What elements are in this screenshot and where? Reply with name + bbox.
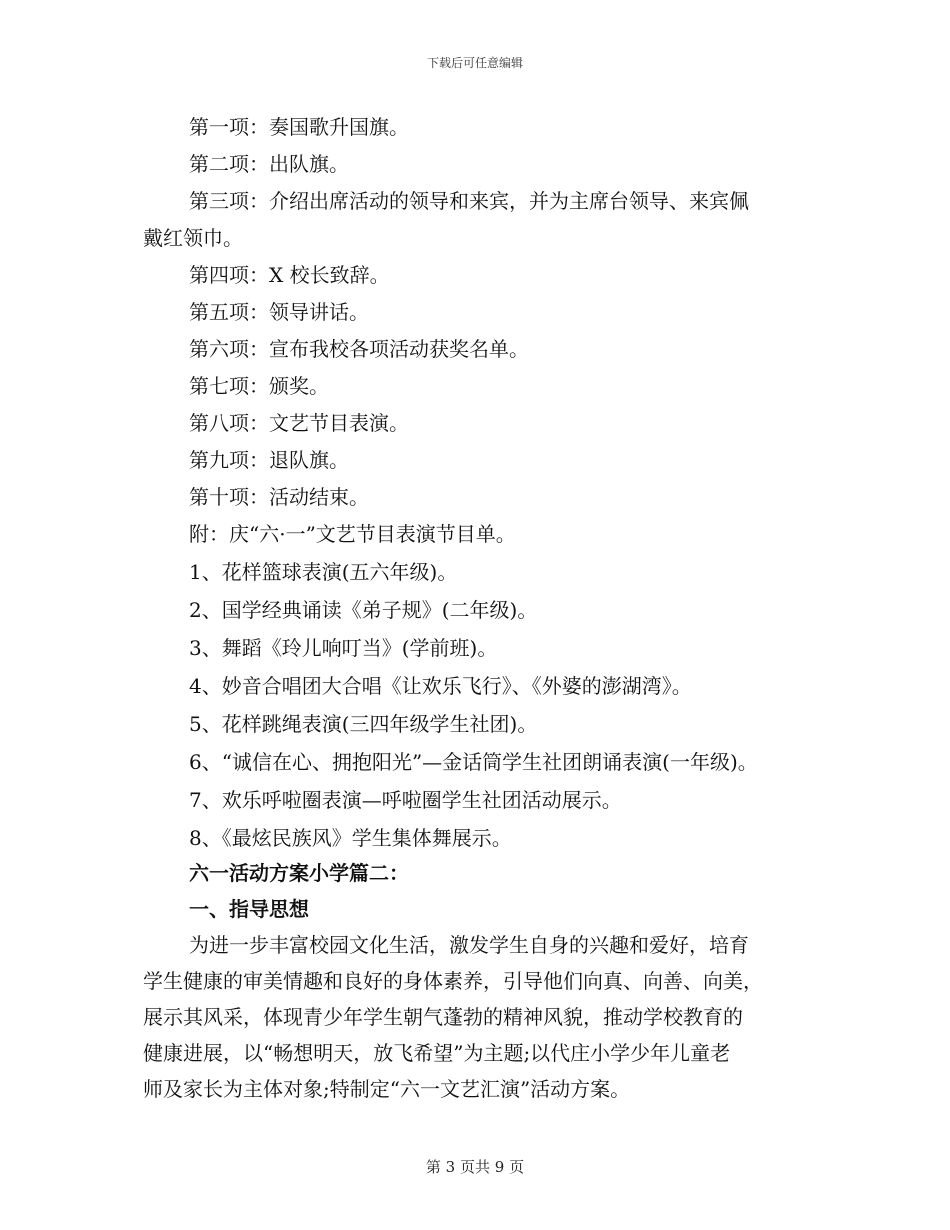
program-item-1: 1、花样篮球表演(五六年级)。 (189, 560, 458, 584)
program-item-3: 3、舞蹈《玲儿响叮当》(学前班)。 (189, 636, 498, 660)
agenda-item-2: 第二项：出队旗。 (189, 152, 349, 176)
agenda-item-1: 第一项：奏国歌升国旗。 (189, 115, 409, 139)
program-item-5: 5、花样跳绳表演(三四年级学生社团)。 (189, 712, 538, 736)
program-item-2: 2、国学经典诵读《弟子规》(二年级)。 (189, 598, 538, 622)
agenda-item-6: 第六项：宣布我校各项活动获奖名单。 (189, 337, 529, 361)
paragraph-line-4: 健康进展，以“畅想明天，放飞希望”为主题;以代庄小学少年儿童老 (143, 1041, 731, 1065)
agenda-item-8: 第八项：文艺节目表演。 (189, 411, 409, 435)
agenda-item-9: 第九项：退队旗。 (189, 448, 349, 472)
program-item-7: 7、欢乐呼啦圈表演—呼啦圈学生社团活动展示。 (189, 788, 622, 812)
agenda-item-7: 第七项：颁奖。 (189, 374, 329, 398)
agenda-item-3-cont: 戴红领巾。 (143, 226, 243, 250)
section-title: 六一活动方案小学篇二： (189, 861, 409, 885)
page-footer: 第 3 页共 9 页 (425, 1158, 525, 1176)
agenda-item-5: 第五项：领导讲话。 (189, 300, 369, 324)
page-header: 下载后可任意编辑 (426, 56, 523, 70)
paragraph-line-3: 展示其风采，体现青少年学生朝气蓬勃的精神风貌，推动学校教育的 (143, 1005, 743, 1029)
paragraph-line-1: 为进一步丰富校园文化生活，激发学生自身的兴趣和爱好，培育 (189, 933, 749, 957)
agenda-item-3: 第三项：介绍出席活动的领导和来宾，并为主席台领导、来宾佩 (189, 189, 749, 213)
program-item-6: 6、“诚信在心、拥抱阳光”—金话筒学生社团朗诵表演(一年级)。 (189, 750, 758, 774)
program-item-8: 8、《最炫民族风》学生集体舞展示。 (189, 826, 512, 850)
agenda-item-10: 第十项：活动结束。 (189, 485, 369, 509)
paragraph-line-2: 学生健康的审美情趣和良好的身体素养，引导他们向真、向善、向美， (143, 969, 763, 993)
agenda-item-4: 第四项：X 校长致辞。 (189, 263, 390, 287)
appendix-line: 附：庆“六·一”文艺节目表演节目单。 (189, 522, 516, 546)
paragraph-line-5: 师及家长为主体对象;特制定“六一文艺汇演”活动方案。 (143, 1077, 631, 1101)
subsection-title: 一、指导思想 (189, 897, 309, 921)
program-item-4: 4、妙音合唱团大合唱《让欢乐飞行》、《外婆的澎湖湾》。 (189, 674, 692, 698)
